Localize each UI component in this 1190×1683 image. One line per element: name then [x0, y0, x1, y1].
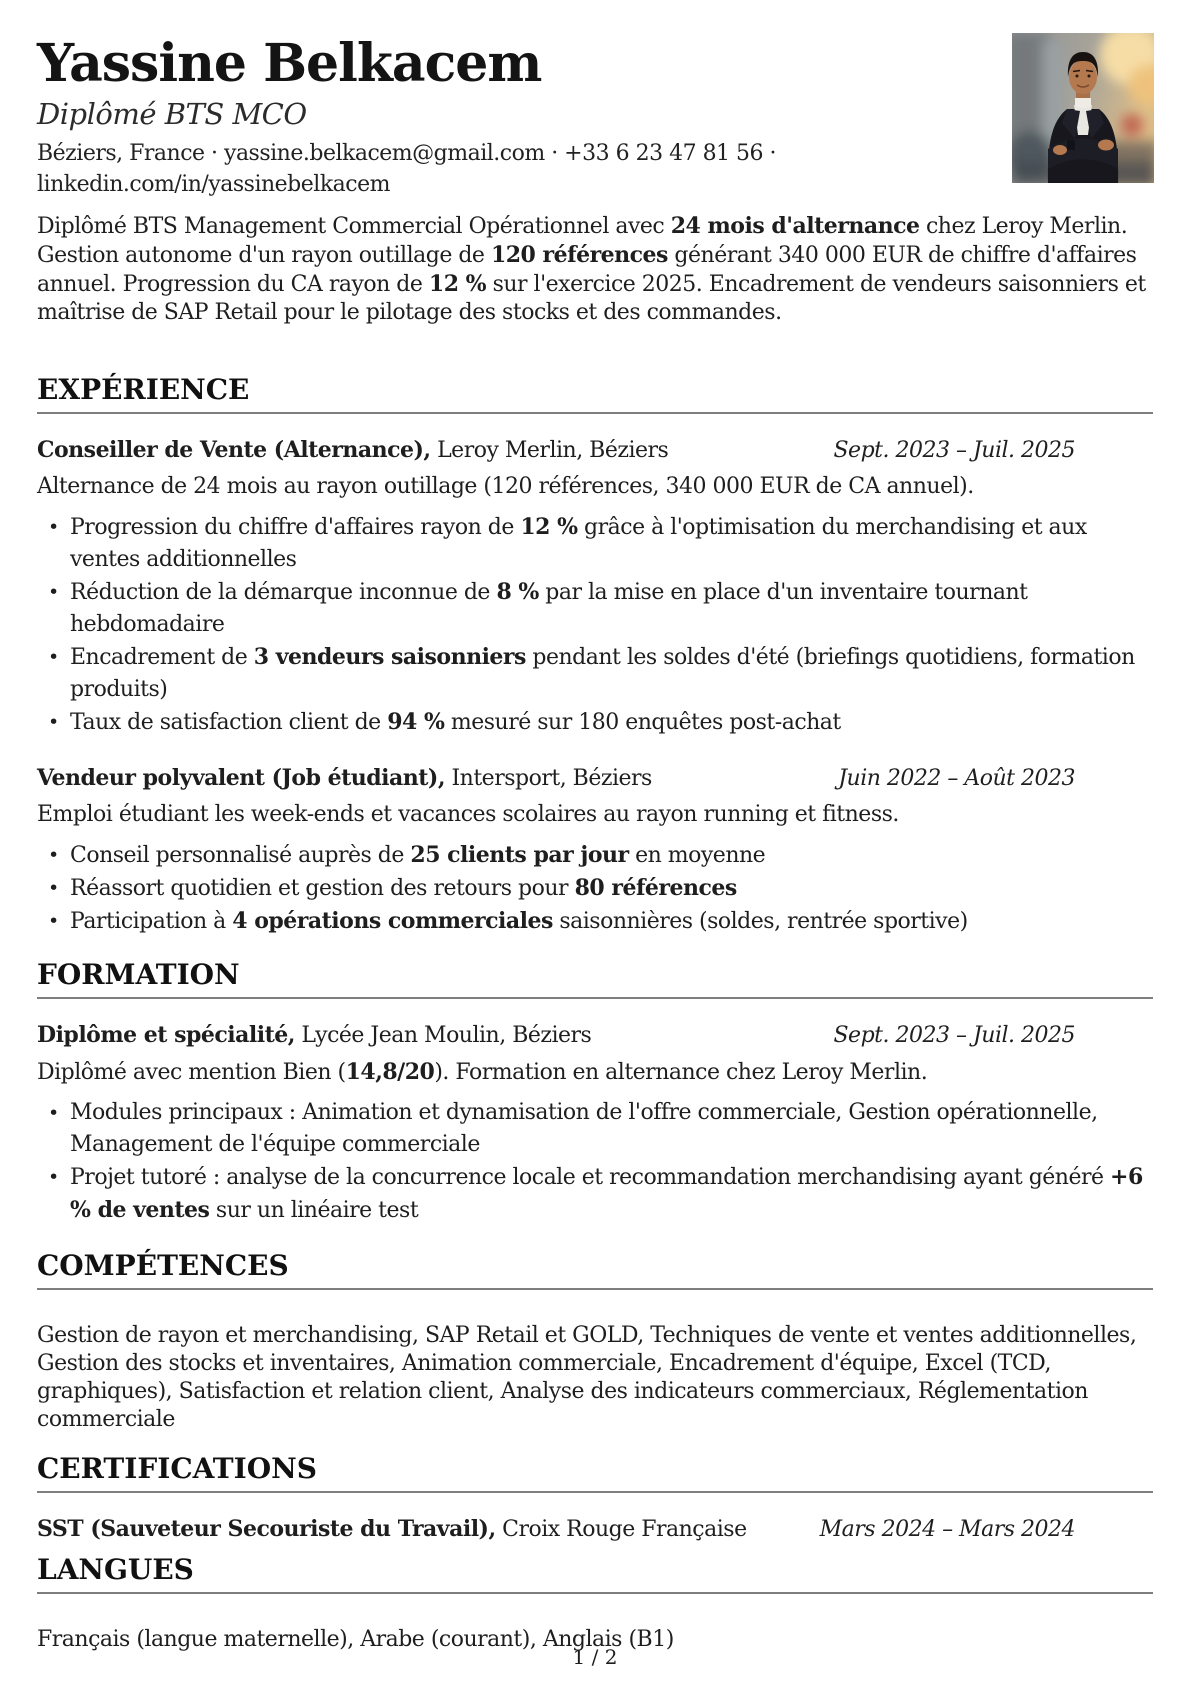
page-number: 1 / 2 — [572, 1645, 618, 1669]
summary-paragraph: Diplômé BTS Management Commercial Opérationnel avec 24 mois d'alternance chez Leroy Merlin. Gestion autonome d'un rayon outillage de 120 références générant 340 000 EUR de chiffre d'affaires annuel. Progression du CA rayon de 12 % sur l'exercice 2025. Encadrement de vendeurs saisonniers et maîtrise de SAP Retail pour le pilotage des stocks et des commandes. — [37, 213, 1146, 325]
job-2-company: Intersport, Béziers — [444, 766, 652, 791]
langues-text: Français (langue maternelle), Arabe (courant), Anglais (B1) — [37, 1627, 674, 1652]
formation-heading: FORMATION — [37, 958, 240, 991]
certification-title — [37, 1514, 747, 1545]
formation-dates: Sept. 2023 – Juil. 2025 — [833, 1023, 1075, 1048]
formation-degree: Diplôme et spécialité, — [37, 1022, 295, 1048]
candidate-degree-subtitle: Diplômé BTS MCO — [37, 97, 307, 131]
section-formation — [37, 960, 1153, 1227]
bullet-item: • Encadrement de 3 vendeurs saisonniers pendant les soldes d'été (briefings quotidiens, formation produits) — [37, 641, 1153, 706]
resume-header — [37, 33, 1153, 200]
formation-description: Diplômé avec mention Bien (14,8/20). Formation en alternance chez Leroy Merlin. — [37, 1059, 928, 1085]
job-2-description: Emploi étudiant les week-ends et vacances scolaires au rayon running et fitness. — [37, 802, 899, 827]
section-divider — [37, 1288, 1153, 1290]
job-2-header — [37, 763, 1153, 794]
competences-heading: COMPÉTENCES — [37, 1249, 289, 1282]
certification-dates: Mars 2024 – Mars 2024 — [819, 1517, 1075, 1542]
section-certifications — [37, 1454, 1153, 1545]
certification-entry — [37, 1514, 1153, 1545]
bullet-item: • Réassort quotidien et gestion des retours pour 80 références — [37, 872, 1153, 905]
job-2-dates: Juin 2022 – Août 2023 — [838, 766, 1075, 791]
job-1-title — [37, 435, 668, 466]
certifications-heading: CERTIFICATIONS — [37, 1452, 317, 1485]
contact-line-1: Béziers, France · yassine.belkacem@gmail.com · +33 6 23 47 81 56 · — [37, 141, 777, 166]
section-divider — [37, 1592, 1153, 1594]
section-langues — [37, 1555, 1153, 1654]
portrait-illustration — [1012, 33, 1154, 183]
formation-header — [37, 1020, 1153, 1051]
langues-heading: LANGUES — [37, 1553, 194, 1586]
competences-text: Gestion de rayon et merchandising, SAP Retail et GOLD, Techniques de vente et ventes additionnelles, Gestion des stocks et inventaires, Animation commerciale, Encadrement d'équipe, Excel (TCD, graphiques), Satisfaction et relation client, Analyse des indicateurs commerciaux, Réglementation commerciale — [37, 1323, 1137, 1432]
job-1-header — [37, 435, 1153, 466]
certification-issuer: Croix Rouge Française — [495, 1517, 747, 1542]
formation-entry — [37, 1020, 1153, 1227]
contact-info — [37, 138, 1153, 200]
bullet-item: • Réduction de la démarque inconnue de 8 % par la mise en place d'un inventaire tournant hebdomadaire — [37, 576, 1153, 641]
experience-heading: EXPÉRIENCE — [37, 373, 250, 406]
contact-line-2: linkedin.com/in/yassinebelkacem — [37, 172, 390, 197]
job-1-company: Leroy Merlin, Béziers — [430, 438, 669, 463]
candidate-name: Yassine Belkacem — [37, 33, 542, 94]
profile-photo — [1012, 33, 1154, 183]
job-2-title — [37, 763, 652, 794]
bullet-item: • Participation à 4 opérations commerciales saisonnières (soldes, rentrée sportive) — [37, 905, 1153, 938]
job-2-bullets — [37, 839, 1153, 938]
job-entry-1 — [37, 435, 1153, 739]
job-entry-2 — [37, 763, 1153, 938]
job-1-dates: Sept. 2023 – Juil. 2025 — [833, 438, 1075, 463]
bullet-item: • Projet tutoré : analyse de la concurrence locale et recommandation merchandising ayant généré +6 % de ventes sur un linéaire test — [37, 1161, 1153, 1227]
formation-title — [37, 1020, 591, 1051]
section-divider — [37, 997, 1153, 999]
bullet-item: • Progression du chiffre d'affaires rayon de 12 % grâce à l'optimisation du merchandising et aux ventes additionnelles — [37, 511, 1153, 576]
certification-name: SST (Sauveteur Secouriste du Travail), — [37, 1516, 496, 1542]
section-divider — [37, 412, 1153, 414]
job-1-role: Conseiller de Vente (Alternance), — [37, 437, 431, 463]
job-1-bullets — [37, 511, 1153, 739]
bullet-item: • Taux de satisfaction client de 94 % mesuré sur 180 enquêtes post-achat — [37, 706, 1153, 739]
section-experience — [37, 375, 1153, 938]
section-competences — [37, 1251, 1153, 1434]
certification-header — [37, 1514, 1153, 1545]
bullet-item: • Modules principaux : Animation et dynamisation de l'offre commerciale, Gestion opérationnelle, Management de l'équipe commerciale — [37, 1097, 1153, 1161]
job-2-role: Vendeur polyvalent (Job étudiant), — [37, 765, 445, 791]
formation-bullets — [37, 1097, 1153, 1227]
formation-school: Lycée Jean Moulin, Béziers — [294, 1023, 592, 1048]
section-divider — [37, 1491, 1153, 1493]
job-1-description: Alternance de 24 mois au rayon outillage (120 références, 340 000 EUR de CA annuel). — [37, 474, 974, 499]
bullet-item: • Conseil personnalisé auprès de 25 clients par jour en moyenne — [37, 839, 1153, 872]
